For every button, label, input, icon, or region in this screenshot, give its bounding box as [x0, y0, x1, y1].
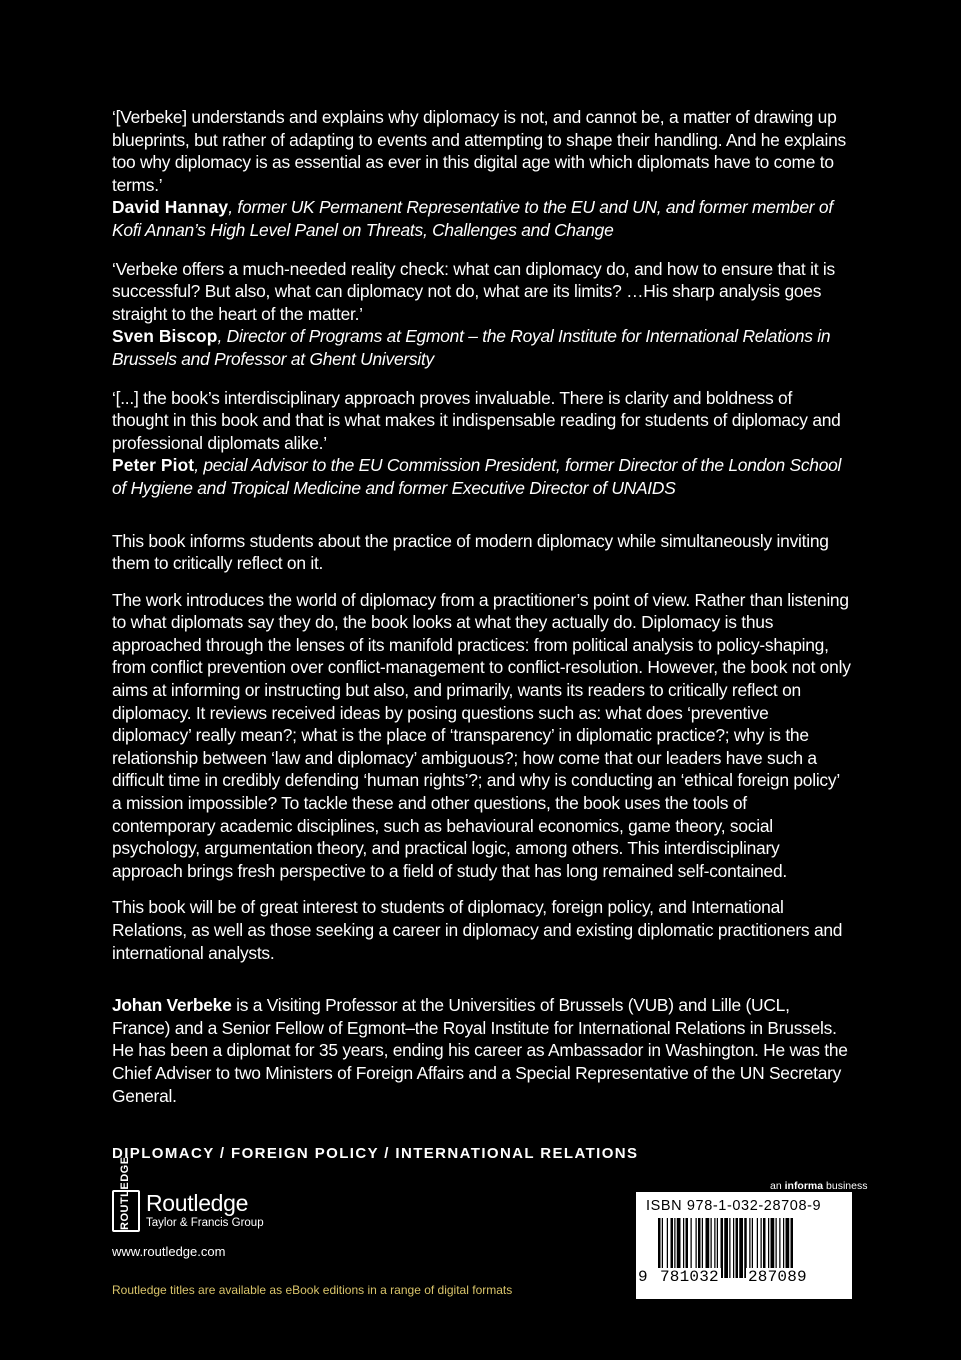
review	[112, 106, 852, 242]
routledge-logo	[112, 1156, 264, 1232]
barcode-bar	[724, 1218, 728, 1278]
barcode-bar	[733, 1218, 734, 1278]
isbn-barcode	[636, 1192, 852, 1299]
publisher-name: Routledge	[146, 1190, 249, 1216]
barcode-bar	[736, 1218, 739, 1278]
book-description	[112, 530, 852, 965]
reviewer-title: , pecial Advisor to the EU Commission President, former Director of the London School of Hygiene and Tropical Medicine and former Executive Director of UNAIDS	[112, 455, 842, 498]
logo-mark-text: ROUTLEDGE	[119, 1156, 131, 1230]
barcode-bar	[721, 1218, 724, 1278]
isbn-label: ISBN 978-1-032-28708-9	[646, 1198, 822, 1214]
review-attribution	[112, 196, 852, 241]
back-cover-content	[112, 106, 852, 1107]
informa-suffix: business	[823, 1180, 868, 1192]
logo-text	[146, 1191, 264, 1231]
informa-brand: informa	[784, 1180, 824, 1192]
author-name: Johan Verbeke	[112, 995, 232, 1016]
reviewer-title: , former UK Permanent Representative to the EU and UN, and former member of Kofi Annan’s High Level Panel on Threats, Challenges and Change	[112, 197, 833, 240]
author-bio	[112, 994, 852, 1107]
author-bio-text	[112, 994, 852, 1107]
subject-categories: DIPLOMACY / FOREIGN POLICY / INTERNATIONAL RELATIONS	[112, 1145, 639, 1162]
publisher-url[interactable]: www.routledge.com	[112, 1244, 226, 1259]
review	[112, 258, 852, 371]
publisher-block	[112, 1156, 264, 1259]
review-attribution	[112, 325, 852, 370]
barcode-bar	[729, 1218, 730, 1278]
description-paragraph: This book informs students about the practice of modern diplomacy while simultaneously inviting them to critically reflect on it.	[112, 530, 829, 574]
barcode-digit-first: 9	[638, 1268, 648, 1286]
reviewer-name: Peter Piot	[112, 455, 195, 476]
review-quote: ‘[Verbeke] understands and explains why diplomacy is not, and cannot be, a matter of drawing up blueprints, but rather of adapting to events and attempting to shape their handling. And he explains too why diplomacy is as essential as ever in this digital age with which diplomats have to come to terms.’	[112, 107, 846, 195]
barcode-digit-group-right: 287089	[748, 1268, 807, 1286]
barcode-digit-group-left: 781032	[660, 1268, 719, 1286]
description-paragraph: This book will be of great interest to students of diplomacy, foreign policy, and International Relations, as well as those seeking a career in diplomacy and existing diplomatic practitioners and international analysts.	[112, 897, 843, 963]
reviewer-name: Sven Biscop	[112, 326, 218, 347]
reviewer-name: David Hannay	[112, 197, 229, 218]
author-bio-body: is a Visiting Professor at the Universities of Brussels (VUB) and Lille (UCL, France) and a Senior Fellow of Egmont–the Royal Institute for International Relations in Brussels. He has been a diplomat for 35 years, ending his career as Ambassador in Washington. He was the Chief Adviser to two Ministers of Foreign Affairs and a Special Representative of the UN Secretary General.	[112, 995, 848, 1106]
review	[112, 387, 852, 500]
routledge-logo-icon	[112, 1156, 140, 1232]
description-paragraph: The work introduces the world of diplomacy from a practitioner’s point of view. Rather than listening to what diplomats say they do, the book looks at what they actually do. Diplomacy is thus approached through the lenses of its manifold practices: from political analysis to policy-shaping, from conflict prevention over conflict-management to conflict-resolution. However, the book not only aims at informing or instructing but also, and primarily, wants its readers to critically reflect on diplomacy. It reviews received ideas by posing questions such as: what does ‘preventive diplomacy’ really mean?; what is the place of ‘transparency’ in diplomatic practice?; why is the relationship between ‘law and diplomacy’ ambiguous?; how come that our leaders have such a difficult time in credibly defending ‘human rights’?; and why is conducting an ‘ethical foreign policy’ a mission impossible? To tackle these and other questions, the book uses the tools of contemporary academic disciplines, such as behavioural economics, game theory, social psychology, argumentation theory, and practical logic, among others. This interdisciplinary approach brings fresh perspective to a field of study that has long remained self-contained.	[112, 589, 851, 881]
reviewer-title: , Director of Programs at Egmont – the Royal Institute for International Relations in Brussels and Professor at Ghent University	[112, 326, 831, 369]
review-attribution	[112, 454, 852, 499]
informa-prefix: an	[770, 1180, 785, 1192]
review-quote: ‘Verbeke offers a much-needed reality check: what can diplomacy do, and how to ensure that it is successful? But also, what can diplomacy not do, what are its limits? …His sharp analysis goes straight to the heart of the matter.’	[112, 258, 835, 324]
informa-tagline	[770, 1180, 867, 1192]
ebook-note: Routledge titles are available as eBook editions in a range of digital formats	[112, 1283, 513, 1297]
publisher-group: Taylor & Francis Group	[146, 1217, 264, 1229]
review-quote: ‘[...] the book’s interdisciplinary approach proves invaluable. There is clarity and boldness of thought in this book and that is what makes it indispensable reading for students of diplomacy and professional diplomats alike.’	[112, 387, 841, 453]
barcode-bar	[739, 1218, 743, 1278]
